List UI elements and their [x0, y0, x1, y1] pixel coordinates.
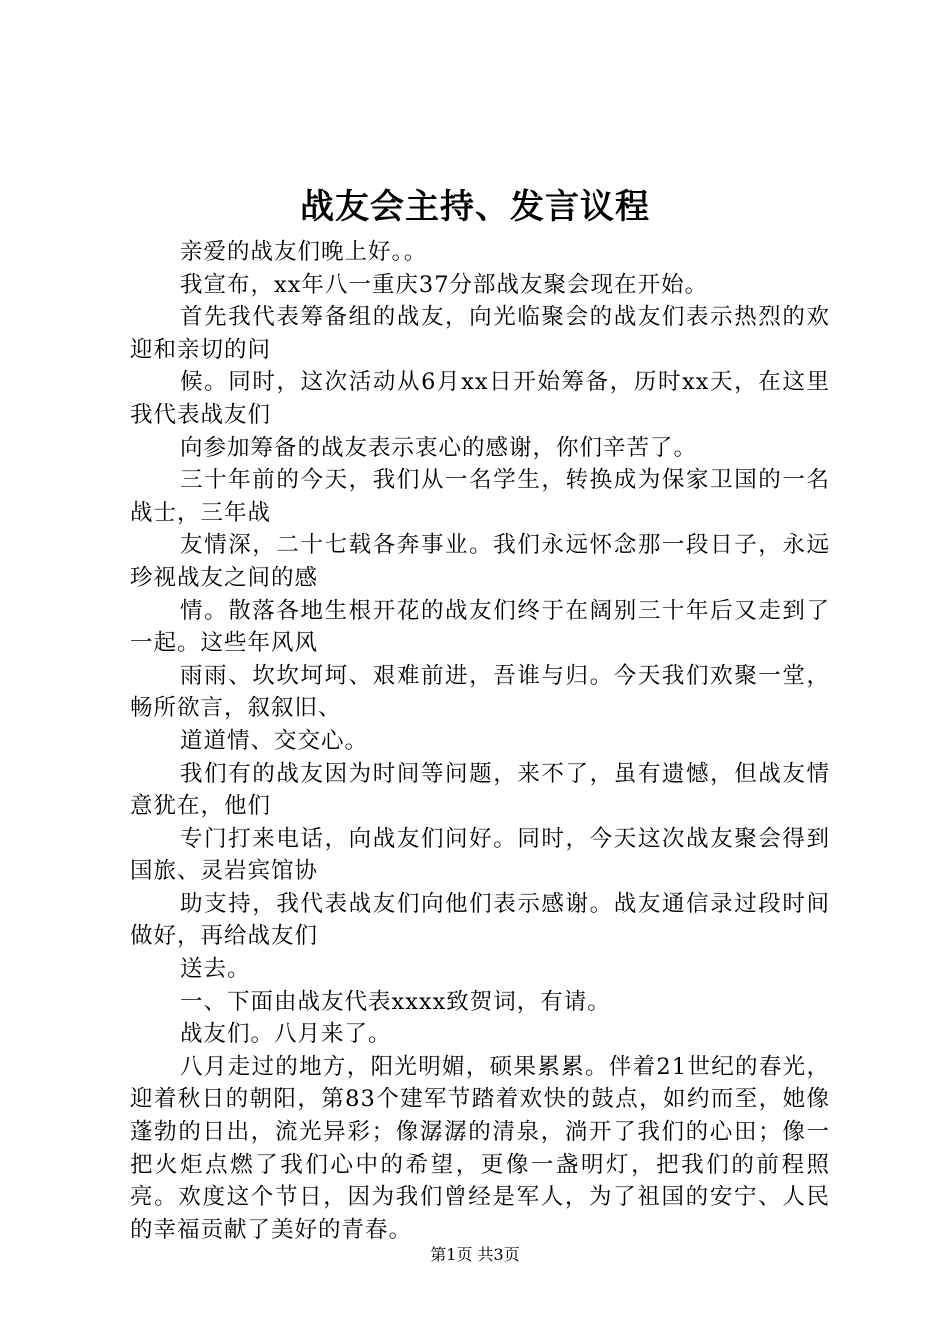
paragraph: 我们有的战友因为时间等问题，来不了，虽有遗憾，但战友情意犹在，他们	[130, 760, 830, 820]
page-number-footer: 第1页 共3页	[430, 1245, 520, 1264]
paragraph: 送去。	[180, 956, 251, 983]
paragraph: 专门打来电话，向战友们问好。同时，今天这次战友聚会得到国旅、灵岩宾馆协	[130, 825, 830, 885]
page-title: 战友会主持、发言议程	[300, 187, 650, 227]
paragraph: 首先我代表筹备组的战友，向光临聚会的战友们表示热烈的欢迎和亲切的问	[130, 304, 830, 363]
paragraph: 八月走过的地方，阳光明媚，硕果累累。伴着21世纪的春光，迎着秋日的朝阳，第83个建军节踏着欢快的鼓点，如约而至，她像蓬勃的日出，流光异彩；像潺潺的清泉，淌开了我们的心田；像一把火炬点燃了我们心中的希望，更像一盏明灯，把我们的前程照亮。欢度这个节日，因为我们曾经是军人，为了祖国的安宁、人民的幸福贡献了美好的青春。	[130, 1053, 830, 1243]
paragraph: 友情深，二十七载各奔事业。我们永远怀念那一段日子，永远珍视战友之间的感	[130, 532, 830, 591]
paragraph: 雨雨、坎坎坷坷、艰难前进，吾谁与归。今天我们欢聚一堂，畅所欲言，叙叙旧、	[130, 662, 830, 722]
paragraph-agenda-item: 一、下面由战友代表xxxx致贺词，有请。	[180, 988, 611, 1015]
paragraph: 助支持，我代表战友们向他们表示感谢。战友通信录过段时间做好，再给战友们	[130, 890, 830, 950]
paragraph: 候。同时，这次活动从6月xx日开始筹备，历时xx天，在这里我代表战友们	[130, 369, 830, 428]
paragraph: 三十年前的今天，我们从一名学生，转换成为保家卫国的一名战士，三年战	[130, 467, 830, 526]
document-body	[130, 236, 830, 1246]
paragraph-greeting: 亲爱的战友们晚上好。。	[180, 239, 428, 265]
paragraph: 向参加筹备的战友表示衷心的感谢，你们辛苦了。	[180, 434, 698, 461]
paragraph: 战友们。八月来了。	[180, 1021, 392, 1048]
paragraph: 道道情、交交心。	[180, 727, 369, 754]
paragraph-announcement: 我宣布，xx年八一重庆37分部战友聚会现在开始。	[180, 271, 709, 298]
paragraph: 情。散落各地生根开花的战友们终于在阔别三十年后又走到了一起。这些年风风	[130, 597, 830, 657]
